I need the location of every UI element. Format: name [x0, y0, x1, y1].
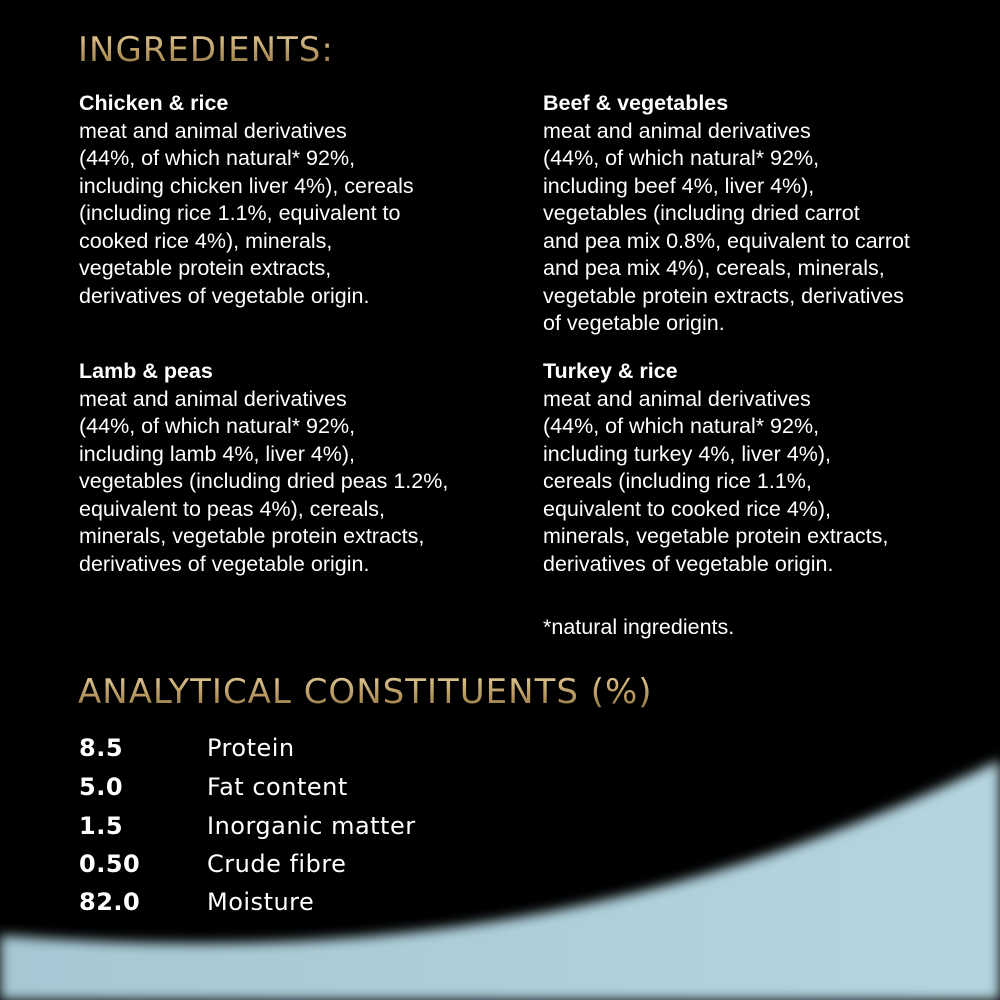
analytical-constituents-heading: ANALYTICAL CONSTITUENTS (%) [78, 672, 653, 712]
ingredient-name: Lamb & peas [79, 359, 213, 383]
ingredient-block-turkey-rice [543, 358, 983, 578]
ingredient-name: Beef & vegetables [543, 91, 729, 115]
constituent-label: Inorganic matter [207, 812, 416, 840]
ingredient-line: equivalent to cooked rice 4%), [543, 496, 832, 521]
ingredient-name: Chicken & rice [79, 91, 229, 115]
ingredient-line: vegetable protein extracts, derivatives [543, 283, 904, 308]
ingredient-line: (44%, of which natural* 92%, [543, 146, 820, 170]
ingredient-line: derivatives of vegetable origin. [79, 551, 370, 576]
ingredient-line: (44%, of which natural* 92%, [543, 414, 820, 438]
ingredient-line: vegetable protein extracts, [79, 256, 332, 280]
ingredient-line: and pea mix 0.8%, equivalent to carrot [543, 228, 910, 253]
ingredient-line: including chicken liver 4%), cereals [79, 173, 414, 198]
ingredient-line: including lamb 4%, liver 4%), [79, 441, 356, 466]
ingredient-line: (including rice 1.1%, equivalent to [79, 201, 401, 225]
constituent-value: 8.5 [79, 734, 124, 762]
ingredient-block-chicken-rice [79, 90, 519, 310]
ingredient-line: meat and animal derivatives [543, 386, 811, 411]
ingredient-line: meat and animal derivatives [79, 386, 347, 411]
ingredient-line: and pea mix 4%), cereals, minerals, [543, 256, 885, 280]
ingredient-line: meat and animal derivatives [543, 118, 811, 143]
constituent-label: Fat content [207, 773, 348, 801]
constituent-value: 5.0 [79, 773, 124, 801]
constituent-label: Crude fibre [207, 850, 347, 878]
ingredient-block-beef-vegetables [543, 90, 983, 338]
ingredient-block-lamb-peas [79, 358, 519, 578]
ingredient-line: meat and animal derivatives [79, 118, 347, 143]
ingredient-line: including turkey 4%, liver 4%), [543, 441, 831, 466]
constituent-label: Protein [207, 734, 295, 762]
ingredient-line: derivatives of vegetable origin. [543, 551, 834, 576]
ingredients-heading: INGREDIENTS: [78, 30, 334, 70]
ingredient-line: vegetables (including dried peas 1.2%, [79, 469, 449, 493]
constituent-value: 82.0 [79, 888, 141, 916]
ingredient-line: (44%, of which natural* 92%, [79, 414, 356, 438]
natural-ingredients-footnote: *natural ingredients. [543, 615, 735, 639]
ingredient-line: (44%, of which natural* 92%, [79, 146, 356, 170]
constituent-value: 0.50 [79, 850, 141, 878]
ingredient-line: cooked rice 4%), minerals, [79, 228, 333, 253]
ingredient-line: minerals, vegetable protein extracts, [543, 524, 889, 548]
ingredient-line: minerals, vegetable protein extracts, [79, 524, 425, 548]
ingredient-line: including beef 4%, liver 4%), [543, 173, 815, 198]
ingredient-line: derivatives of vegetable origin. [79, 283, 370, 308]
ingredient-line: of vegetable origin. [543, 311, 725, 335]
constituent-label: Moisture [207, 888, 315, 916]
ingredient-name: Turkey & rice [543, 359, 678, 383]
ingredient-line: vegetables (including dried carrot [543, 201, 860, 225]
ingredient-line: equivalent to peas 4%), cereals, [79, 496, 385, 521]
constituent-value: 1.5 [79, 812, 124, 840]
ingredient-line: cereals (including rice 1.1%, [543, 469, 812, 493]
